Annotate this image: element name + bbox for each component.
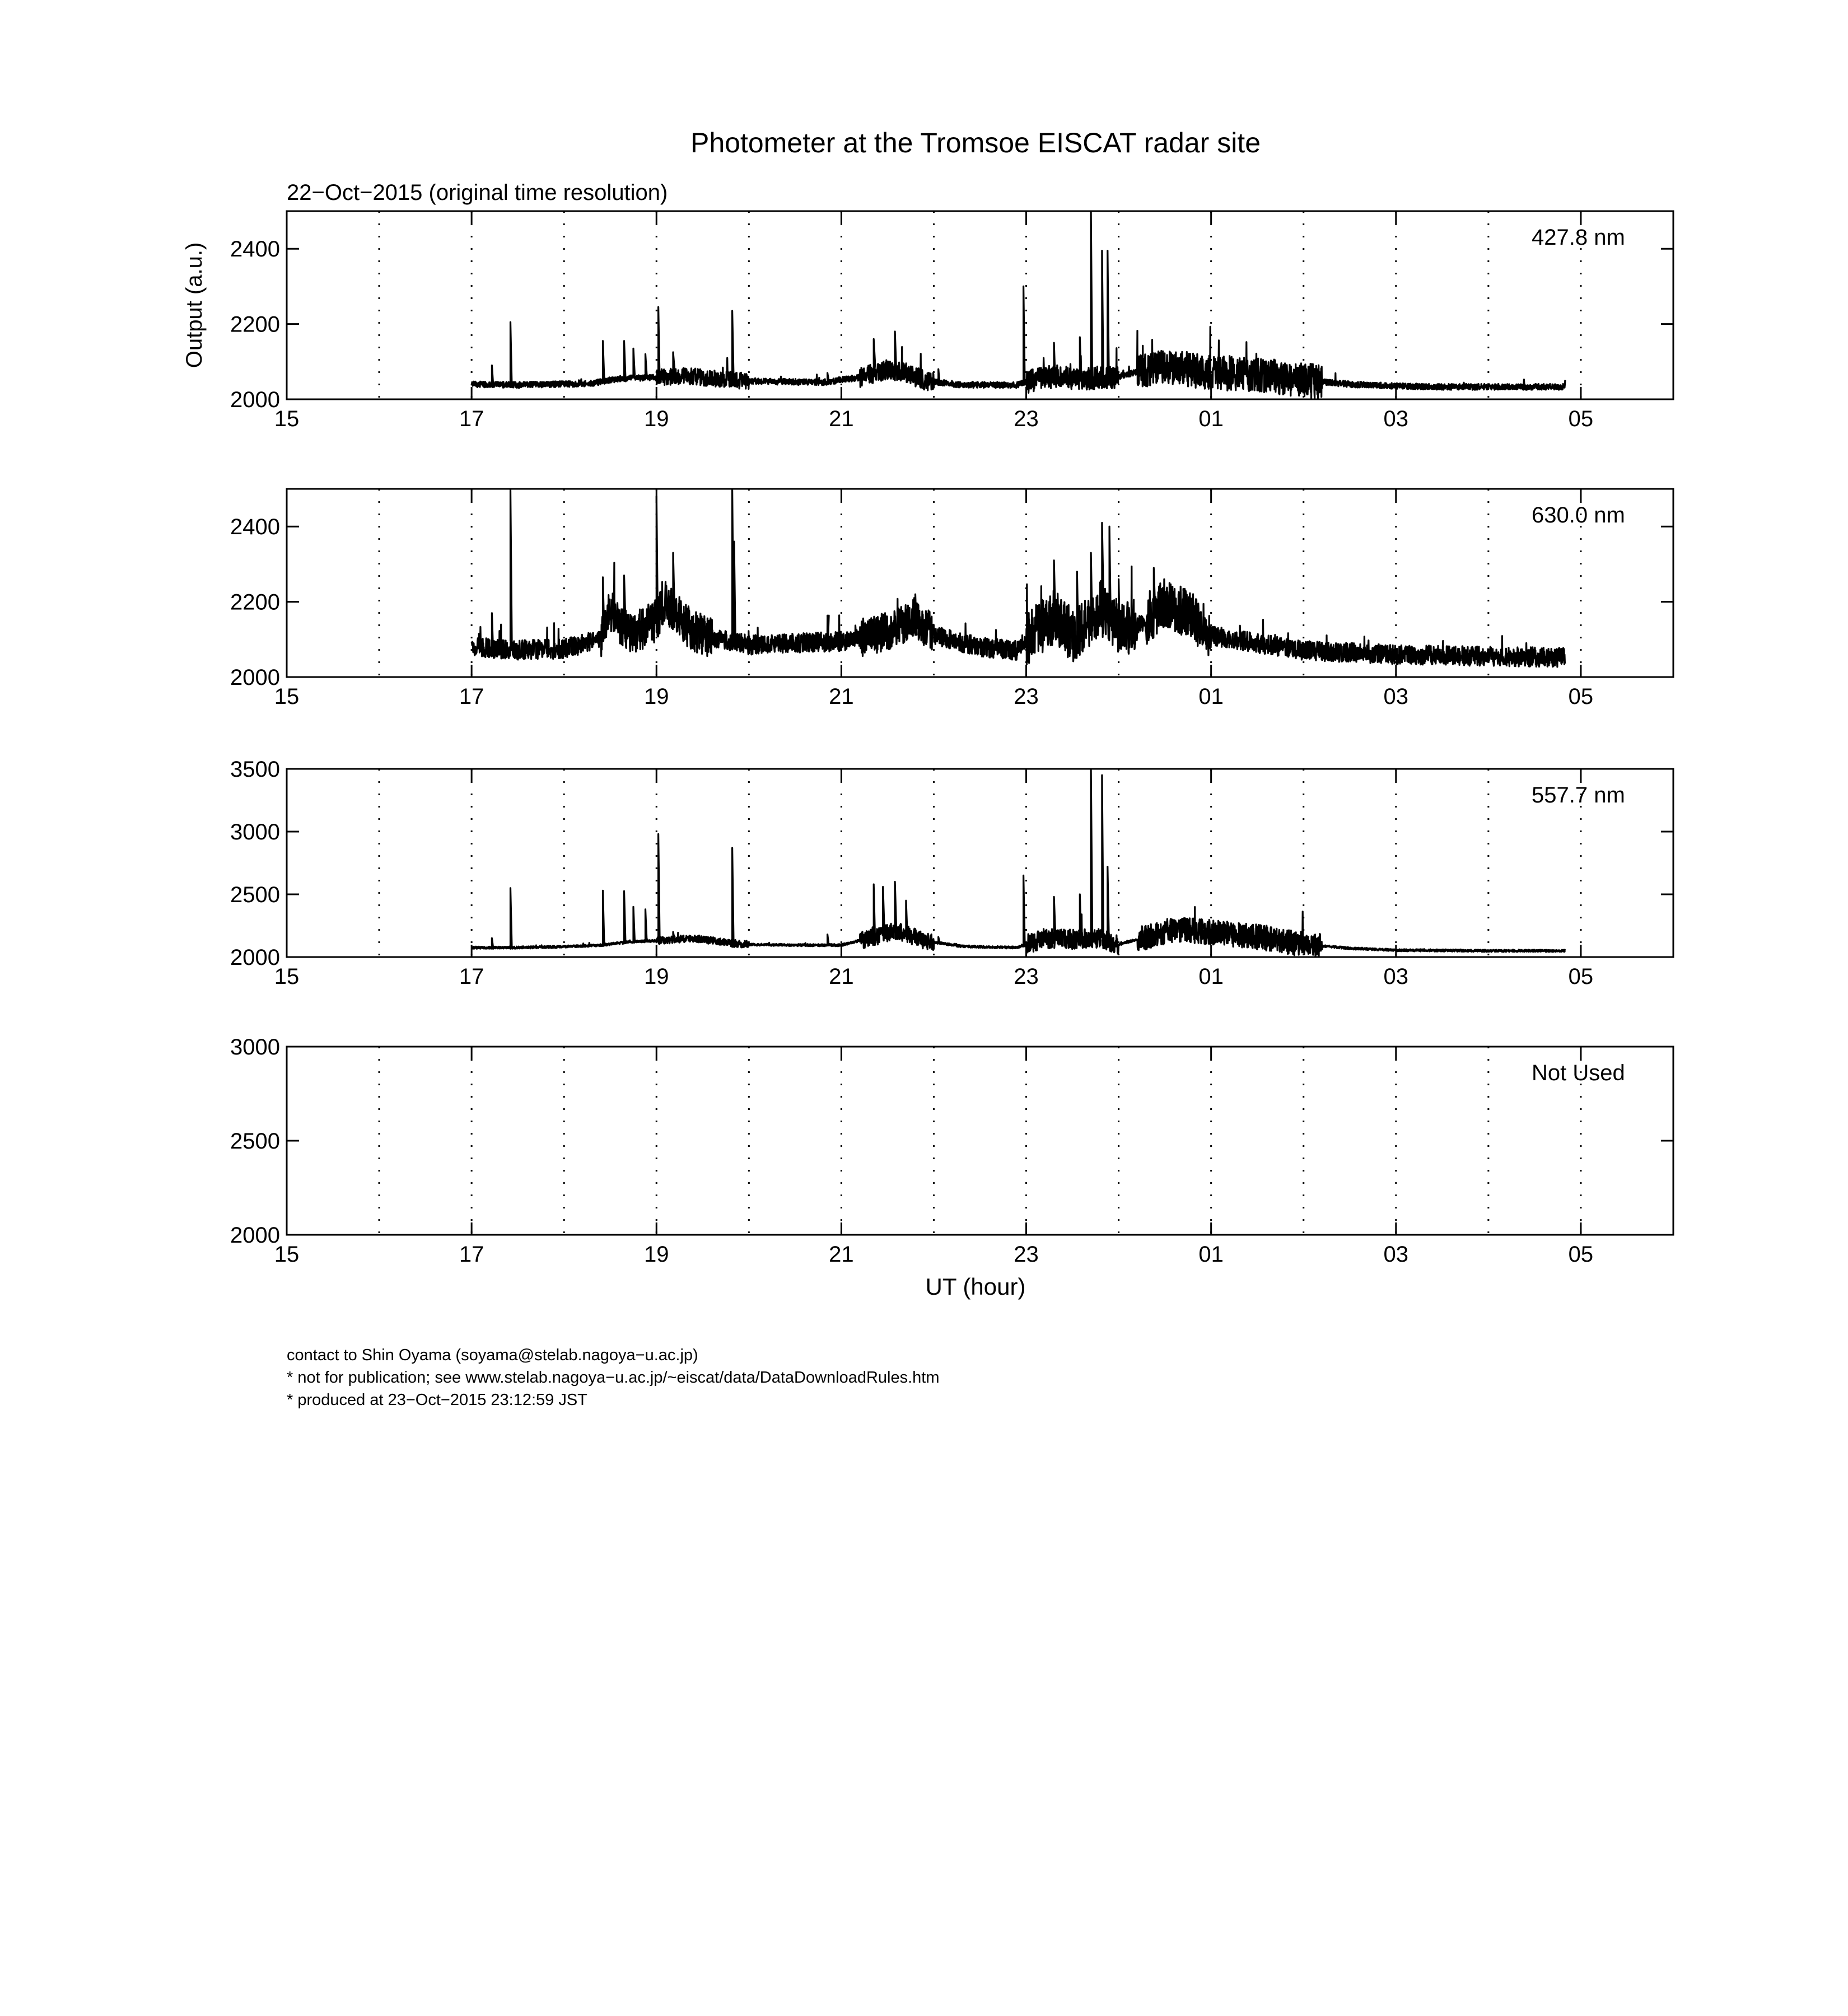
y-tick-label: 2000 xyxy=(230,388,280,412)
y-tick-label: 2400 xyxy=(230,515,280,540)
x-tick-label: 03 xyxy=(1383,1242,1409,1267)
panel-4 xyxy=(230,1035,1673,1267)
x-tick-label: 15 xyxy=(274,1242,300,1267)
series-line-2 xyxy=(472,489,1565,667)
panel-label: 630.0 nm xyxy=(1532,503,1625,528)
panel-label: 427.8 nm xyxy=(1532,225,1625,250)
footer-rules: * not for publication; see www.stelab.nagoya−u.ac.jp/~eiscat/data/DataDownloadRules.htm xyxy=(287,1369,940,1387)
x-tick-label: 19 xyxy=(644,964,669,989)
x-tick-label: 21 xyxy=(829,1242,854,1267)
x-tick-label: 21 xyxy=(829,684,854,709)
x-tick-label: 01 xyxy=(1198,964,1224,989)
plot-frame xyxy=(287,1047,1673,1235)
x-tick-label: 03 xyxy=(1383,407,1409,431)
panel-3 xyxy=(230,757,1673,989)
x-tick-label: 21 xyxy=(829,964,854,989)
x-tick-label: 05 xyxy=(1568,964,1594,989)
y-tick-label: 2000 xyxy=(230,945,280,970)
hour-gridlines xyxy=(379,1047,1581,1235)
x-tick-label: 17 xyxy=(459,1242,484,1267)
y-tick-label: 2200 xyxy=(230,312,280,337)
series-line-1 xyxy=(472,211,1565,399)
footer-contact: contact to Shin Oyama (soyama@stelab.nagoya−u.ac.jp) xyxy=(287,1346,698,1364)
panels-group xyxy=(230,211,1673,1267)
x-tick-label: 01 xyxy=(1198,684,1224,709)
y-tick-label: 2500 xyxy=(230,883,280,907)
y-tick-label: 2200 xyxy=(230,590,280,615)
panel-label: 557.7 nm xyxy=(1532,783,1625,808)
panel-1 xyxy=(230,211,1673,431)
hour-gridlines xyxy=(379,211,1581,399)
y-tick-label: 3000 xyxy=(230,820,280,844)
x-tick-label: 19 xyxy=(644,1242,669,1267)
y-axis-label: Output (a.u.) xyxy=(182,242,207,368)
panel-2 xyxy=(230,489,1673,709)
x-tick-label: 15 xyxy=(274,964,300,989)
x-tick-label: 21 xyxy=(829,407,854,431)
y-tick-label: 2500 xyxy=(230,1129,280,1154)
x-tick-label: 05 xyxy=(1568,684,1594,709)
hour-gridlines xyxy=(379,769,1581,957)
x-tick-label: 17 xyxy=(459,964,484,989)
y-tick-label: 2000 xyxy=(230,1223,280,1248)
x-tick-label: 19 xyxy=(644,684,669,709)
y-tick-label: 3000 xyxy=(230,1035,280,1060)
plot-frame xyxy=(287,211,1673,399)
x-tick-label: 23 xyxy=(1014,1242,1039,1267)
plot-frame xyxy=(287,769,1673,957)
x-tick-label: 19 xyxy=(644,407,669,431)
x-tick-label: 03 xyxy=(1383,964,1409,989)
x-axis-label: UT (hour) xyxy=(925,1273,1026,1300)
x-tick-label: 05 xyxy=(1568,407,1594,431)
x-tick-label: 01 xyxy=(1198,407,1224,431)
y-tick-label: 3500 xyxy=(230,757,280,782)
x-tick-label: 23 xyxy=(1014,684,1039,709)
x-tick-label: 01 xyxy=(1198,1242,1224,1267)
x-tick-label: 15 xyxy=(274,407,300,431)
x-tick-label: 17 xyxy=(459,407,484,431)
x-tick-label: 05 xyxy=(1568,1242,1594,1267)
x-tick-label: 03 xyxy=(1383,684,1409,709)
y-tick-label: 2400 xyxy=(230,237,280,262)
x-tick-label: 23 xyxy=(1014,964,1039,989)
x-tick-label: 15 xyxy=(274,684,300,709)
footer-produced: * produced at 23−Oct−2015 23:12:59 JST xyxy=(287,1391,587,1409)
series-line-3 xyxy=(472,769,1565,958)
x-tick-label: 23 xyxy=(1014,407,1039,431)
figure-title: Photometer at the Tromsoe EISCAT radar site xyxy=(690,127,1261,158)
x-tick-label: 17 xyxy=(459,684,484,709)
y-tick-label: 2000 xyxy=(230,665,280,690)
footer xyxy=(287,1344,1519,1411)
panel-label: Not Used xyxy=(1532,1061,1625,1085)
figure-subtitle: 22−Oct−2015 (original time resolution) xyxy=(287,180,668,205)
